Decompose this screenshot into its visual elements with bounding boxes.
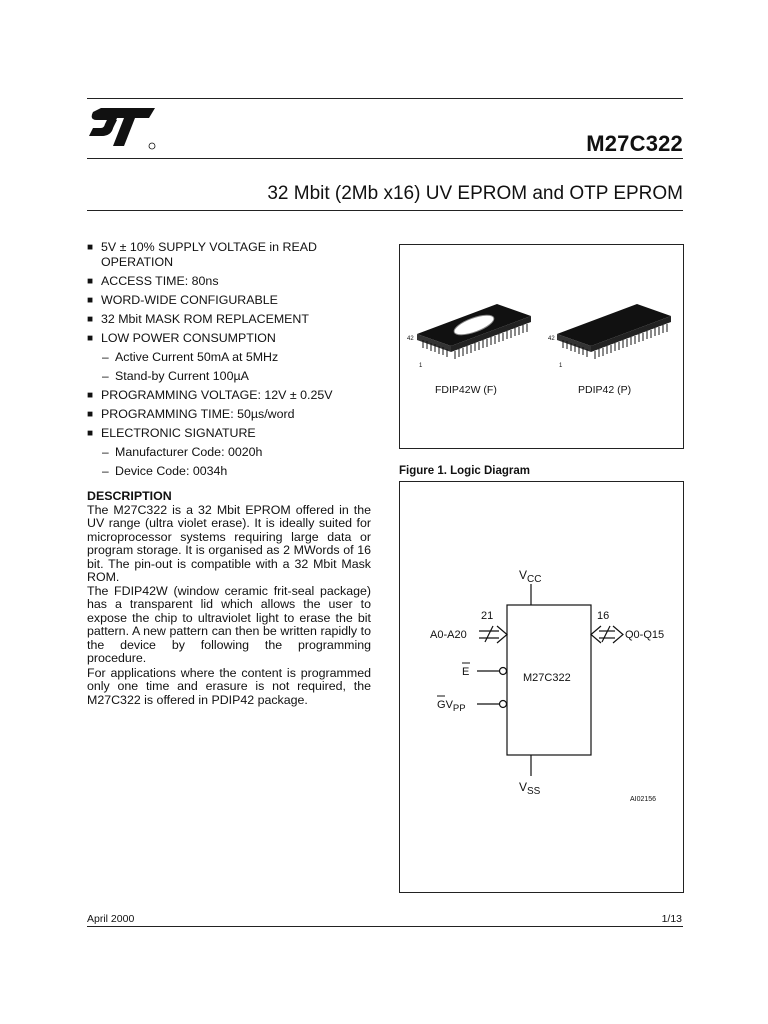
pdip42-label: PDIP42 (P) <box>578 384 632 396</box>
feature-subitem: – Manufacturer Code: 0020h <box>102 445 263 459</box>
bullet-square-icon: ■ <box>87 242 94 253</box>
fdip42w-package-image <box>405 296 535 371</box>
data-label: Q0-Q15 <box>625 629 665 641</box>
bullet-square-icon: ■ <box>87 390 94 401</box>
bullet-square-icon: ■ <box>87 428 94 439</box>
fdip42w-label: FDIP42W (F) <box>435 384 497 396</box>
page-subtitle: 32 Mbit (2Mb x16) UV EPROM and OTP EPROM <box>267 183 683 204</box>
description-paragraph: The FDIP42W (window ceramic frit-seal package) has a transparent lid which allows the user to expose the chip to ultraviolet light to erase the bit pattern. A new pattern can then be written rapidly to the device by following the programming procedure. <box>87 584 371 666</box>
footer-date: April 2000 <box>87 913 135 925</box>
feature-item: ■ PROGRAMMING VOLTAGE: 12V ± 0.25V <box>87 388 333 402</box>
footer-rule <box>87 926 683 927</box>
dash-icon: – <box>102 350 109 364</box>
dash-icon: – <box>102 369 109 383</box>
feature-item: ■ LOW POWER CONSUMPTION <box>87 331 276 345</box>
feature-list <box>87 240 377 483</box>
description-paragraph: The M27C322 is a 32 Mbit EPROM offered in the UV range (ultra violet erase). It is ideally suited for microprocessor systems requiring large data or program storage. It is organised as 2 MWords of 16 bit. The pin-out is compatible with a 32 Mbit Mask ROM. <box>87 503 371 585</box>
page-number: 1/13 <box>661 913 682 925</box>
addr-count: 21 <box>481 610 494 622</box>
subtitle-rule <box>87 210 683 211</box>
bullet-square-icon: ■ <box>87 314 94 325</box>
feature-item: ■ 5V ± 10% SUPPLY VOLTAGE in READ OPERATION <box>87 240 317 269</box>
figure-caption: Figure 1. Logic Diagram <box>399 465 530 477</box>
pdip42-package-image <box>545 296 675 371</box>
bullet-square-icon: ■ <box>87 295 94 306</box>
feature-item: ■ ELECTRONIC SIGNATURE <box>87 426 256 440</box>
part-number: M27C322 <box>586 131 683 156</box>
pin-number: 42 <box>407 336 414 342</box>
feature-item: ■ PROGRAMMING TIME: 50µs/word <box>87 407 295 421</box>
gvpp-label: GVPP <box>437 699 466 714</box>
feature-item: ■ WORD-WIDE CONFIGURABLE <box>87 293 278 307</box>
pin-number: 42 <box>548 336 555 342</box>
feature-subitem: – Active Current 50mA at 5MHz <box>102 350 279 364</box>
pin-number: 1 <box>419 363 423 369</box>
vcc-label: $V_{CC}$ <box>519 568 542 585</box>
dash-icon: – <box>102 464 109 478</box>
title-rule <box>87 158 683 159</box>
feature-item: ■ ACCESS TIME: 80ns <box>87 274 219 288</box>
feature-subitem: – Stand-by Current 100µA <box>102 369 249 383</box>
bullet-square-icon: ■ <box>87 409 94 420</box>
description-paragraph: For applications where the content is programmed only one time and erasure is not required, the M27C322 is offered in PDIP42 package. <box>87 666 371 707</box>
logic-diagram <box>399 481 682 891</box>
bullet-square-icon: ■ <box>87 333 94 344</box>
pin-number: 1 <box>559 363 563 369</box>
feature-subitem: – Device Code: 0034h <box>102 464 228 478</box>
vss-label: $V_{SS}$ <box>519 780 541 797</box>
bullet-square-icon: ■ <box>87 276 94 287</box>
chip-name: M27C322 <box>523 672 571 684</box>
top-rule <box>87 98 683 99</box>
data-count: 16 <box>597 610 610 622</box>
figure-code: AI02156 <box>630 796 657 803</box>
description-heading: DESCRIPTION <box>87 489 172 503</box>
e-label: E <box>462 666 470 678</box>
st-logo <box>87 106 159 152</box>
addr-label: A0-A20 <box>430 629 467 641</box>
feature-item: ■ 32 Mbit MASK ROM REPLACEMENT <box>87 312 309 326</box>
dash-icon: – <box>102 445 109 459</box>
